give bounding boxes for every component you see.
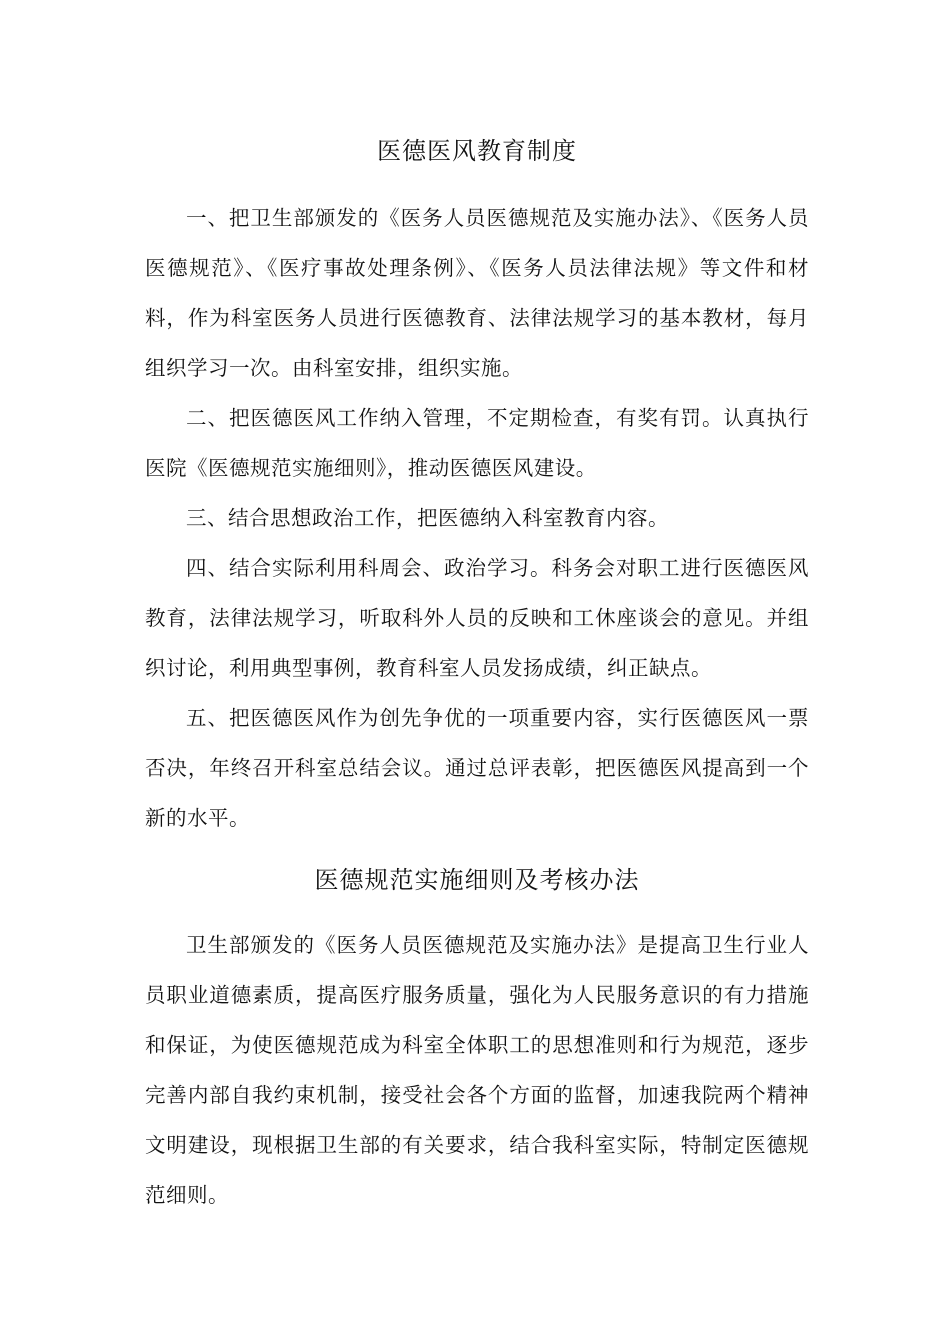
document-title-2: 医德规范实施细则及考核办法	[314, 866, 640, 894]
paragraph-2: 二、把医德医风工作纳入管理，不定期检查，有奖有罚。认真执行医院《医德规范实施细则》，推动医德医风建设。	[145, 406, 809, 480]
paragraph-5: 五、把医德医风作为创先争优的一项重要内容，实行医德医风一票否决，年终召开科室总结会议。通过总评表彰，把医德医风提高到一个新的水平。	[145, 706, 809, 830]
paragraph-3: 三、结合思想政治工作，把医德纳入科室教育内容。	[186, 506, 669, 530]
paragraph-6: 卫生部颁发的《医务人员医德规范及实施办法》是提高卫生行业人员职业道德素质，提高医疗服务质量，强化为人民服务意识的有力措施和保证，为使医德规范成为科室全体职工的思想准则和行为规范，逐步完善内部自我约束机制，接受社会各个方面的监督，加速我院两个精神文明建设，现根据卫生部的有关要求，结合我科室实际，特制定医德规范细则。	[145, 933, 809, 1207]
section-1	[145, 193, 809, 843]
paragraph-1: 一、把卫生部颁发的《医务人员医德规范及实施办法》、《医务人员医德规范》、《医疗事故处理条例》、《医务人员法律法规》等文件和材料，作为科室医务人员进行医德教育、法律法规学习的基本教材，每月组织学习一次。由科室安排，组织实施。	[145, 206, 809, 380]
paragraph-4: 四、结合实际利用科周会、政治学习。科务会对职工进行医德医风教育，法律法规学习，听取科外人员的反映和工休座谈会的意见。并组织讨论，利用典型事例，教育科室人员发扬成绩，纠正缺点。	[145, 556, 809, 680]
document-title-1: 医德医风教育制度	[377, 137, 577, 165]
section-2	[145, 920, 809, 1220]
